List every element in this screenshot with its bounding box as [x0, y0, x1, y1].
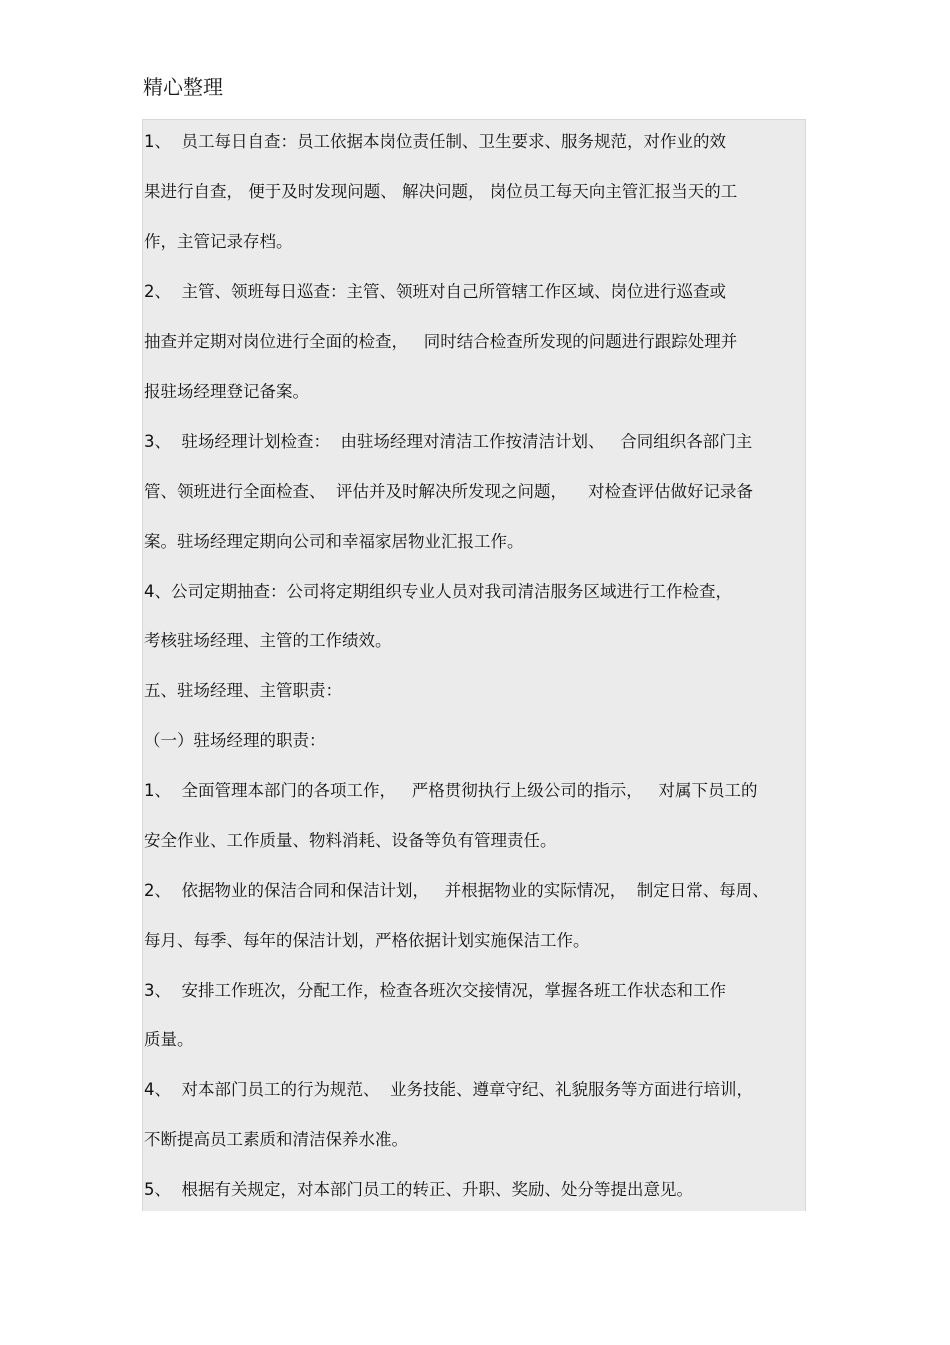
document-line: 五、驻场经理、主管职责：: [144, 681, 342, 700]
document-line: 2、 主管、领班每日巡查：主管、领班对自己所管辖工作区域、岗位进行巡查或: [144, 282, 726, 301]
document-line: 3、 驻场经理计划检查： 由驻场经理对清洁工作按清洁计划、 合同组织各部门主: [144, 432, 753, 451]
document-line: 果进行自查， 便于及时发现问题、 解决问题， 岗位员工每天向主管汇报当天的工: [144, 182, 738, 201]
document-line: 4、 对本部门员工的行为规范、 业务技能、遵章守纪、礼貌服务等方面进行培训，: [144, 1080, 753, 1099]
document-line: 2、 依据物业的保洁合同和保洁计划， 并根据物业的实际情况， 制定日常、每周、: [144, 881, 769, 900]
document-line: 4、公司定期抽查：公司将定期组织专业人员对我司清洁服务区域进行工作检查，: [144, 582, 732, 601]
document-line: 5、 根据有关规定，对本部门员工的转正、升职、奖励、处分等提出意见。: [144, 1180, 693, 1199]
document-line: 3、 安排工作班次，分配工作，检查各班次交接情况，掌握各班工作状态和工作: [144, 981, 726, 1000]
document-line: 每月、每季、每年的保洁计划，严格依据计划实施保洁工作。: [144, 931, 590, 950]
document-line: 案。驻场经理定期向公司和幸福家居物业汇报工作。: [144, 532, 524, 551]
document-line: 1、 员工每日自查：员工依据本岗位责任制、卫生要求、服务规范，对作业的效: [144, 132, 726, 151]
page-header-title: 精心整理: [143, 75, 223, 99]
document-line: 不断提高员工素质和清洁保养水准。: [144, 1130, 408, 1149]
document-line: 作，主管记录存档。: [144, 232, 293, 251]
document-line: （一）驻场经理的职责：: [144, 731, 326, 750]
document-line: 报驻场经理登记备案。: [144, 382, 309, 401]
document-line: 安全作业、工作质量、物料消耗、设备等负有管理责任。: [144, 831, 557, 850]
document-line: 质量。: [144, 1030, 194, 1049]
document-line: 考核驻场经理、主管的工作绩效。: [144, 631, 392, 650]
document-line: 1、 全面管理本部门的各项工作， 严格贯彻执行上级公司的指示， 对属下员工的: [144, 781, 758, 800]
document-line: 管、领班进行全面检查、 评估并及时解决所发现之问题， 对检查评估做好记录备: [144, 482, 753, 501]
document-line: 抽查并定期对岗位进行全面的检查， 同时结合检查所发现的问题进行跟踪处理并: [144, 332, 738, 351]
